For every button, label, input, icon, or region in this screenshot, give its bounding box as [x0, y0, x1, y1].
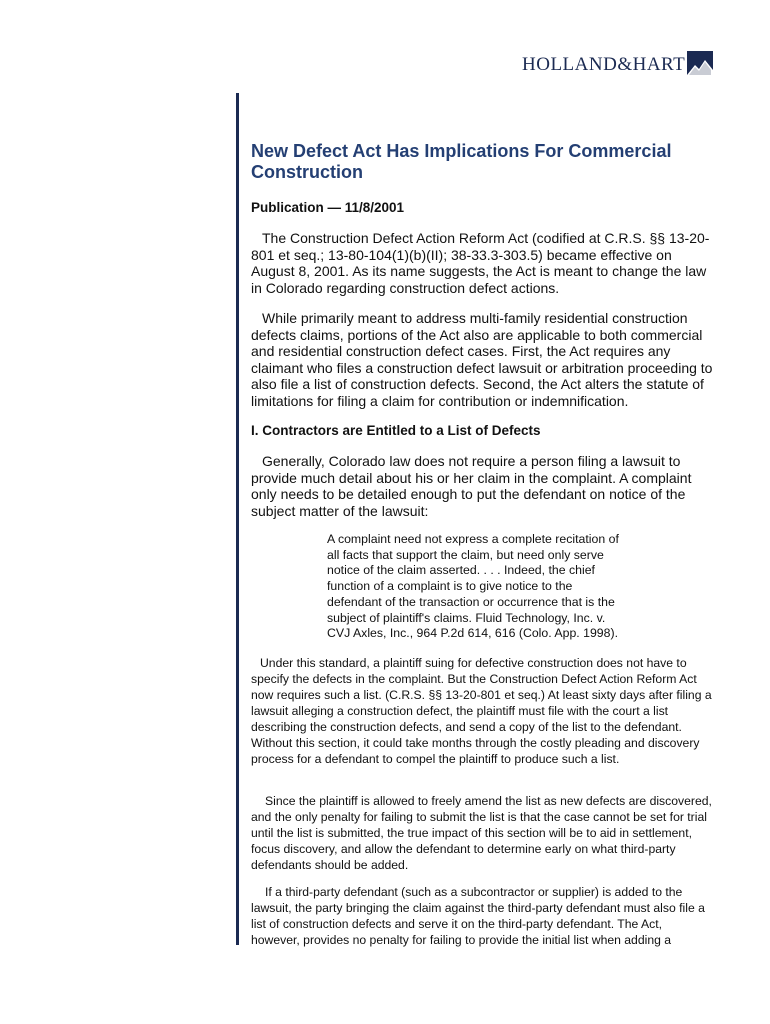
publication-date: Publication — 11/8/2001 — [251, 200, 405, 215]
holland-hart-logo — [522, 50, 717, 80]
paragraph-5: Since the plaintiff is allowed to freely amend the list as new defects are discovered, and the only penalty for failing to submit the list is that the case cannot be set for trial until the list is submitted, the true impact of this section will be to aid in settlement, focus discovery, and allow the defendant to determine early on what third-party defendants should be added. — [251, 794, 712, 872]
paragraph-2: While primarily meant to address multi-family residential construction defects claims, portions of the Act also are applicable to both commercial and residential construction defect cases. First, the Act requires any claimant who files a construction defect lawsuit or arbitration proceeding to also file a list of construction defects. Second, the Act alters the statute of limitations for filing a claim for contribution or indemnification. — [251, 310, 713, 409]
paragraph-1: The Construction Defect Action Reform Act (codified at C.R.S. §§ 13-20-801 et seq.; 13-80-104(1)(b)(II); 38-33.3-303.5) became effective on August 8, 2001. As its name suggests, the Act is meant to change the law in Colorado regarding construction defect actions. — [251, 230, 710, 296]
mountain-logo-icon — [687, 51, 717, 79]
logo-wordmark: HOLLAND&HART — [522, 54, 686, 75]
block-quote: A complaint need not express a complete recitation of all facts that support the claim, but need only serve notice of the claim asserted. . . . Indeed, the chief function of a complaint is to give notice to the defendant of the transaction or occurrence that is the subject of plaintiff's claims. Fluid Technology, Inc. v. CVJ Axles, Inc., 964 P.2d 614, 616 (Colo. App. 1998). — [327, 532, 619, 641]
section-heading: I. Contractors are Entitled to a List of Defects — [251, 423, 541, 438]
paragraph-6: If a third-party defendant (such as a subcontractor or supplier) is added to the lawsuit, the party bringing the claim against the third-party defendant must also file a list of construction defects and serve it on the third-party defendant. The Act, however, provides no penalty for failing to provide the initial list when adding a — [251, 885, 705, 947]
article-title: New Defect Act Has Implications For Commercial Construction — [251, 141, 672, 182]
paragraph-3: Generally, Colorado law does not require a person filing a lawsuit to provide much detail about his or her claim in the complaint. A complaint only needs to be detailed enough to put the defendant on notice of the subject matter of the lawsuit: — [251, 453, 692, 519]
paragraph-4: Under this standard, a plaintiff suing for defective construction does not have to specify the defects in the complaint. But the Construction Defect Action Reform Act now requires such a list. (C.R.S. §§ 13-20-801 et seq.) At least sixty days after filing a lawsuit alleging a construction defect, the plaintiff must file with the court a list describing the construction defects, and send a copy of the list to the defendant. Without this section, it could take months through the costly pleading and discovery process for a defendant to compel the plaintiff to produce such a list. — [251, 656, 712, 766]
left-margin-rule — [236, 93, 239, 945]
